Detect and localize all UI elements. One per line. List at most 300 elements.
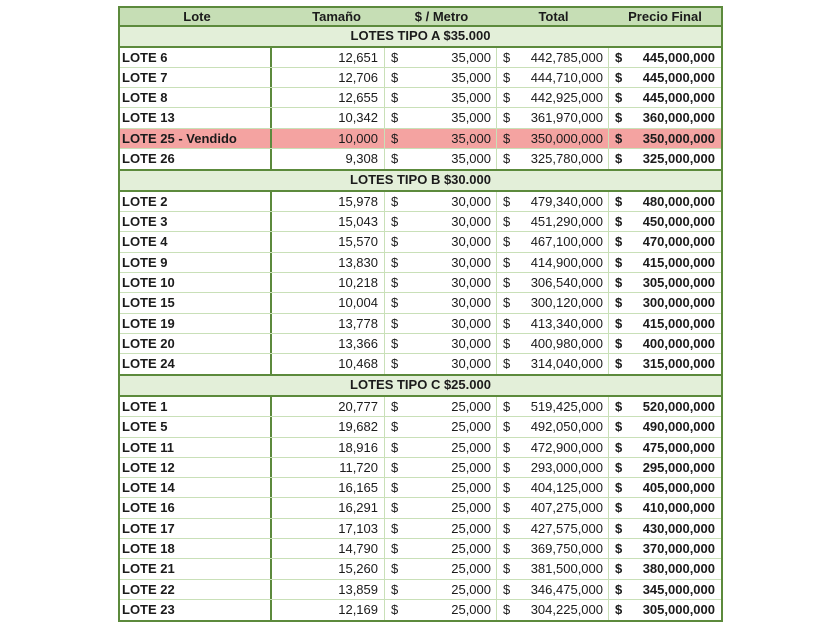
cell-metro bbox=[385, 253, 497, 272]
cell-tamano: 13,366 bbox=[272, 334, 385, 353]
table-row bbox=[120, 397, 721, 417]
cell-lote: LOTE 4 bbox=[120, 232, 272, 251]
cell-metro bbox=[385, 108, 497, 127]
cell-metro-value: 30,000 bbox=[451, 254, 491, 270]
currency-symbol: $ bbox=[615, 130, 623, 146]
table-row bbox=[120, 314, 721, 334]
cell-total-value: 467,100,000 bbox=[530, 234, 603, 250]
header-lote: Lote bbox=[183, 9, 211, 24]
currency-symbol: $ bbox=[615, 254, 623, 270]
cell-total bbox=[497, 314, 609, 333]
cell-metro bbox=[385, 273, 497, 292]
cell-precio-final-value: 415,000,000 bbox=[642, 315, 715, 331]
cell-metro-value: 25,000 bbox=[451, 561, 491, 577]
table-row bbox=[120, 519, 721, 539]
cell-total bbox=[497, 478, 609, 497]
cell-total-value: 492,050,000 bbox=[530, 419, 603, 435]
currency-symbol: $ bbox=[615, 459, 623, 475]
cell-metro bbox=[385, 48, 497, 67]
cell-total bbox=[497, 88, 609, 107]
currency-symbol: $ bbox=[615, 419, 623, 435]
cell-total bbox=[497, 273, 609, 292]
currency-symbol: $ bbox=[503, 601, 511, 617]
cell-total bbox=[497, 417, 609, 436]
currency-symbol: $ bbox=[503, 69, 511, 85]
currency-symbol: $ bbox=[503, 459, 511, 475]
cell-precio-final bbox=[609, 478, 721, 497]
cell-precio-final bbox=[609, 88, 721, 107]
cell-metro-value: 25,000 bbox=[451, 500, 491, 516]
cell-total bbox=[497, 232, 609, 251]
currency-symbol: $ bbox=[503, 561, 511, 577]
cell-metro-value: 25,000 bbox=[451, 520, 491, 536]
cell-metro bbox=[385, 519, 497, 538]
cell-metro bbox=[385, 212, 497, 231]
cell-tamano: 16,291 bbox=[272, 498, 385, 517]
cell-total bbox=[497, 498, 609, 517]
cell-lote: LOTE 23 bbox=[120, 600, 272, 620]
currency-symbol: $ bbox=[503, 193, 511, 209]
cell-total-value: 451,290,000 bbox=[530, 214, 603, 230]
cell-tamano: 10,004 bbox=[272, 293, 385, 312]
cell-precio-final bbox=[609, 253, 721, 272]
table-header-row bbox=[118, 6, 723, 27]
cell-tamano: 10,342 bbox=[272, 108, 385, 127]
currency-symbol: $ bbox=[391, 480, 399, 496]
currency-symbol: $ bbox=[503, 439, 511, 455]
cell-metro-value: 25,000 bbox=[451, 601, 491, 617]
cell-lote: LOTE 17 bbox=[120, 519, 272, 538]
currency-symbol: $ bbox=[615, 214, 623, 230]
cell-tamano: 15,978 bbox=[272, 192, 385, 211]
cell-total-value: 293,000,000 bbox=[530, 459, 603, 475]
cell-precio-final-value: 345,000,000 bbox=[642, 581, 715, 597]
cell-total-value: 472,900,000 bbox=[530, 439, 603, 455]
currency-symbol: $ bbox=[391, 581, 399, 597]
currency-symbol: $ bbox=[615, 561, 623, 577]
cell-metro-value: 25,000 bbox=[451, 439, 491, 455]
cell-precio-final bbox=[609, 48, 721, 67]
cell-lote: LOTE 24 bbox=[120, 354, 272, 374]
cell-total-value: 350,000,000 bbox=[530, 130, 603, 146]
header-total: Total bbox=[538, 9, 569, 24]
cell-precio-final bbox=[609, 559, 721, 578]
cell-total-value: 369,750,000 bbox=[530, 541, 603, 557]
currency-symbol: $ bbox=[503, 214, 511, 230]
cell-precio-final-value: 380,000,000 bbox=[642, 561, 715, 577]
cell-lote: LOTE 16 bbox=[120, 498, 272, 517]
currency-symbol: $ bbox=[503, 274, 511, 290]
cell-lote: LOTE 11 bbox=[120, 438, 272, 457]
currency-symbol: $ bbox=[615, 315, 623, 331]
cell-precio-final-value: 450,000,000 bbox=[642, 214, 715, 230]
cell-lote: LOTE 25 - Vendido bbox=[120, 129, 272, 148]
cell-precio-final bbox=[609, 293, 721, 312]
cell-precio-final bbox=[609, 192, 721, 211]
cell-precio-final-value: 445,000,000 bbox=[642, 49, 715, 65]
cell-metro bbox=[385, 580, 497, 599]
cell-lote: LOTE 3 bbox=[120, 212, 272, 231]
cell-tamano: 12,169 bbox=[272, 600, 385, 620]
table-row bbox=[120, 232, 721, 252]
cell-lote: LOTE 19 bbox=[120, 314, 272, 333]
cell-metro-value: 30,000 bbox=[451, 214, 491, 230]
cell-precio-final bbox=[609, 68, 721, 87]
header-tamano: Tamaño bbox=[312, 9, 361, 24]
cell-metro-value: 30,000 bbox=[451, 274, 491, 290]
cell-precio-final-value: 315,000,000 bbox=[642, 356, 715, 372]
cell-tamano: 20,777 bbox=[272, 397, 385, 416]
table-row bbox=[120, 438, 721, 458]
cell-metro bbox=[385, 397, 497, 416]
cell-metro-value: 25,000 bbox=[451, 459, 491, 475]
cell-precio-final-value: 400,000,000 bbox=[642, 335, 715, 351]
cell-total-value: 427,575,000 bbox=[530, 520, 603, 536]
currency-symbol: $ bbox=[503, 295, 511, 311]
cell-precio-final bbox=[609, 580, 721, 599]
cell-precio-final bbox=[609, 314, 721, 333]
currency-symbol: $ bbox=[615, 335, 623, 351]
cell-precio-final-value: 350,000,000 bbox=[642, 130, 715, 146]
currency-symbol: $ bbox=[391, 130, 399, 146]
cell-total bbox=[497, 519, 609, 538]
currency-symbol: $ bbox=[391, 335, 399, 351]
currency-symbol: $ bbox=[615, 274, 623, 290]
table-row bbox=[120, 559, 721, 579]
currency-symbol: $ bbox=[615, 150, 623, 166]
currency-symbol: $ bbox=[391, 356, 399, 372]
cell-tamano: 13,778 bbox=[272, 314, 385, 333]
table-row bbox=[120, 212, 721, 232]
currency-symbol: $ bbox=[615, 234, 623, 250]
table-row bbox=[120, 539, 721, 559]
currency-symbol: $ bbox=[615, 500, 623, 516]
cell-tamano: 10,468 bbox=[272, 354, 385, 374]
cell-total-value: 304,225,000 bbox=[530, 601, 603, 617]
table-row-sold bbox=[120, 129, 721, 149]
cell-precio-final-value: 370,000,000 bbox=[642, 541, 715, 557]
cell-lote: LOTE 18 bbox=[120, 539, 272, 558]
cell-precio-final bbox=[609, 438, 721, 457]
cell-metro-value: 25,000 bbox=[451, 581, 491, 597]
currency-symbol: $ bbox=[391, 193, 399, 209]
currency-symbol: $ bbox=[615, 581, 623, 597]
cell-total-value: 519,425,000 bbox=[530, 398, 603, 414]
cell-precio-final bbox=[609, 600, 721, 620]
currency-symbol: $ bbox=[391, 601, 399, 617]
currency-symbol: $ bbox=[503, 541, 511, 557]
cell-metro-value: 35,000 bbox=[451, 49, 491, 65]
cell-tamano: 15,043 bbox=[272, 212, 385, 231]
cell-total bbox=[497, 108, 609, 127]
cell-tamano: 15,570 bbox=[272, 232, 385, 251]
cell-lote: LOTE 22 bbox=[120, 580, 272, 599]
currency-symbol: $ bbox=[615, 90, 623, 106]
currency-symbol: $ bbox=[503, 419, 511, 435]
cell-total bbox=[497, 539, 609, 558]
currency-symbol: $ bbox=[391, 274, 399, 290]
cell-total-value: 361,970,000 bbox=[530, 110, 603, 126]
cell-metro bbox=[385, 314, 497, 333]
cell-lote: LOTE 26 bbox=[120, 149, 272, 169]
currency-symbol: $ bbox=[615, 295, 623, 311]
cell-tamano: 19,682 bbox=[272, 417, 385, 436]
table-row bbox=[120, 600, 721, 620]
cell-tamano: 17,103 bbox=[272, 519, 385, 538]
cell-metro-value: 35,000 bbox=[451, 130, 491, 146]
cell-total-value: 414,900,000 bbox=[530, 254, 603, 270]
currency-symbol: $ bbox=[615, 356, 623, 372]
cell-metro bbox=[385, 559, 497, 578]
cell-metro bbox=[385, 88, 497, 107]
currency-symbol: $ bbox=[391, 254, 399, 270]
currency-symbol: $ bbox=[615, 110, 623, 126]
table-row bbox=[120, 108, 721, 128]
cell-metro bbox=[385, 293, 497, 312]
currency-symbol: $ bbox=[391, 315, 399, 331]
cell-precio-final-value: 470,000,000 bbox=[642, 234, 715, 250]
cell-tamano: 16,165 bbox=[272, 478, 385, 497]
currency-symbol: $ bbox=[391, 214, 399, 230]
cell-precio-final bbox=[609, 108, 721, 127]
currency-symbol: $ bbox=[503, 480, 511, 496]
cell-total bbox=[497, 253, 609, 272]
cell-tamano: 15,260 bbox=[272, 559, 385, 578]
cell-tamano: 10,218 bbox=[272, 273, 385, 292]
section-title: LOTES TIPO A $35.000 bbox=[350, 28, 491, 43]
cell-metro bbox=[385, 417, 497, 436]
section-group bbox=[118, 192, 723, 377]
cell-tamano: 13,830 bbox=[272, 253, 385, 272]
cell-lote: LOTE 14 bbox=[120, 478, 272, 497]
cell-precio-final bbox=[609, 232, 721, 251]
section-header bbox=[118, 27, 723, 48]
cell-total bbox=[497, 293, 609, 312]
currency-symbol: $ bbox=[391, 541, 399, 557]
currency-symbol: $ bbox=[503, 356, 511, 372]
cell-precio-final-value: 410,000,000 bbox=[642, 500, 715, 516]
cell-precio-final bbox=[609, 334, 721, 353]
cell-precio-final-value: 480,000,000 bbox=[642, 193, 715, 209]
cell-metro-value: 30,000 bbox=[451, 315, 491, 331]
cell-total-value: 325,780,000 bbox=[530, 150, 603, 166]
table-row bbox=[120, 88, 721, 108]
cell-lote: LOTE 1 bbox=[120, 397, 272, 416]
currency-symbol: $ bbox=[615, 541, 623, 557]
cell-precio-final-value: 360,000,000 bbox=[642, 110, 715, 126]
cell-total-value: 444,710,000 bbox=[530, 69, 603, 85]
header-precio-final: Precio Final bbox=[628, 9, 702, 24]
cell-lote: LOTE 2 bbox=[120, 192, 272, 211]
cell-tamano: 11,720 bbox=[272, 458, 385, 477]
cell-precio-final-value: 490,000,000 bbox=[642, 419, 715, 435]
currency-symbol: $ bbox=[391, 49, 399, 65]
cell-precio-final-value: 445,000,000 bbox=[642, 90, 715, 106]
currency-symbol: $ bbox=[503, 335, 511, 351]
cell-lote: LOTE 5 bbox=[120, 417, 272, 436]
currency-symbol: $ bbox=[503, 130, 511, 146]
cell-precio-final-value: 325,000,000 bbox=[642, 150, 715, 166]
table-row bbox=[120, 293, 721, 313]
currency-symbol: $ bbox=[503, 398, 511, 414]
cell-lote: LOTE 12 bbox=[120, 458, 272, 477]
section-title: LOTES TIPO C $25.000 bbox=[350, 377, 491, 393]
currency-symbol: $ bbox=[503, 500, 511, 516]
cell-precio-final-value: 430,000,000 bbox=[642, 520, 715, 536]
cell-tamano: 18,916 bbox=[272, 438, 385, 457]
currency-symbol: $ bbox=[391, 110, 399, 126]
section-header bbox=[118, 376, 723, 397]
table-row bbox=[120, 273, 721, 293]
cell-precio-final-value: 295,000,000 bbox=[642, 459, 715, 475]
currency-symbol: $ bbox=[503, 581, 511, 597]
cell-lote: LOTE 6 bbox=[120, 48, 272, 67]
currency-symbol: $ bbox=[503, 520, 511, 536]
cell-lote: LOTE 9 bbox=[120, 253, 272, 272]
cell-metro-value: 25,000 bbox=[451, 398, 491, 414]
cell-metro bbox=[385, 458, 497, 477]
cell-total bbox=[497, 559, 609, 578]
cell-tamano: 12,651 bbox=[272, 48, 385, 67]
cell-metro bbox=[385, 129, 497, 148]
currency-symbol: $ bbox=[615, 520, 623, 536]
table-row bbox=[120, 580, 721, 600]
cell-total-value: 479,340,000 bbox=[530, 193, 603, 209]
cell-total-value: 306,540,000 bbox=[530, 274, 603, 290]
cell-precio-final bbox=[609, 519, 721, 538]
table-body bbox=[118, 27, 723, 622]
currency-symbol: $ bbox=[503, 110, 511, 126]
cell-metro-value: 30,000 bbox=[451, 234, 491, 250]
cell-precio-final-value: 305,000,000 bbox=[642, 274, 715, 290]
cell-total bbox=[497, 397, 609, 416]
currency-symbol: $ bbox=[391, 520, 399, 536]
cell-total bbox=[497, 458, 609, 477]
cell-metro-value: 30,000 bbox=[451, 335, 491, 351]
cell-total bbox=[497, 354, 609, 374]
currency-symbol: $ bbox=[615, 480, 623, 496]
table-row bbox=[120, 149, 721, 169]
cell-precio-final bbox=[609, 458, 721, 477]
currency-symbol: $ bbox=[615, 193, 623, 209]
cell-precio-final-value: 520,000,000 bbox=[642, 398, 715, 414]
table-row bbox=[120, 417, 721, 437]
cell-precio-final bbox=[609, 539, 721, 558]
currency-symbol: $ bbox=[391, 90, 399, 106]
cell-total-value: 442,785,000 bbox=[530, 49, 603, 65]
cell-metro-value: 25,000 bbox=[451, 541, 491, 557]
table-row bbox=[120, 478, 721, 498]
table-row bbox=[120, 334, 721, 354]
header-metro: $ / Metro bbox=[414, 9, 469, 24]
cell-total bbox=[497, 192, 609, 211]
table-row bbox=[120, 354, 721, 374]
cell-precio-final-value: 305,000,000 bbox=[642, 601, 715, 617]
cell-metro-value: 30,000 bbox=[451, 295, 491, 311]
cell-lote: LOTE 10 bbox=[120, 273, 272, 292]
cell-tamano: 12,655 bbox=[272, 88, 385, 107]
cell-precio-final-value: 445,000,000 bbox=[642, 69, 715, 85]
cell-metro bbox=[385, 334, 497, 353]
cell-metro bbox=[385, 192, 497, 211]
cell-lote: LOTE 21 bbox=[120, 559, 272, 578]
cell-lote: LOTE 13 bbox=[120, 108, 272, 127]
currency-symbol: $ bbox=[391, 150, 399, 166]
currency-symbol: $ bbox=[391, 69, 399, 85]
currency-symbol: $ bbox=[391, 419, 399, 435]
cell-total bbox=[497, 580, 609, 599]
cell-metro bbox=[385, 539, 497, 558]
currency-symbol: $ bbox=[391, 295, 399, 311]
table-row bbox=[120, 192, 721, 212]
cell-metro-value: 35,000 bbox=[451, 150, 491, 166]
currency-symbol: $ bbox=[391, 234, 399, 250]
currency-symbol: $ bbox=[615, 49, 623, 65]
currency-symbol: $ bbox=[615, 69, 623, 85]
cell-metro-value: 30,000 bbox=[451, 193, 491, 209]
cell-metro-value: 30,000 bbox=[451, 356, 491, 372]
cell-total bbox=[497, 212, 609, 231]
cell-precio-final-value: 475,000,000 bbox=[642, 439, 715, 455]
currency-symbol: $ bbox=[503, 254, 511, 270]
cell-total-value: 442,925,000 bbox=[530, 90, 603, 106]
cell-total-value: 413,340,000 bbox=[530, 315, 603, 331]
currency-symbol: $ bbox=[391, 561, 399, 577]
cell-metro bbox=[385, 68, 497, 87]
currency-symbol: $ bbox=[503, 90, 511, 106]
section-title: LOTES TIPO B $30.000 bbox=[350, 172, 491, 188]
currency-symbol: $ bbox=[391, 459, 399, 475]
cell-metro-value: 35,000 bbox=[451, 69, 491, 85]
cell-tamano: 13,859 bbox=[272, 580, 385, 599]
cell-total-value: 400,980,000 bbox=[530, 335, 603, 351]
currency-symbol: $ bbox=[615, 601, 623, 617]
cell-lote: LOTE 15 bbox=[120, 293, 272, 312]
cell-metro bbox=[385, 600, 497, 620]
cell-total bbox=[497, 68, 609, 87]
table-row bbox=[120, 458, 721, 478]
cell-precio-final-value: 415,000,000 bbox=[642, 254, 715, 270]
cell-precio-final bbox=[609, 417, 721, 436]
table-row bbox=[120, 498, 721, 518]
cell-precio-final-value: 405,000,000 bbox=[642, 480, 715, 496]
cell-precio-final bbox=[609, 397, 721, 416]
cell-tamano: 9,308 bbox=[272, 149, 385, 169]
currency-symbol: $ bbox=[503, 150, 511, 166]
cell-metro bbox=[385, 232, 497, 251]
cell-lote: LOTE 8 bbox=[120, 88, 272, 107]
cell-total-value: 300,120,000 bbox=[530, 295, 603, 311]
cell-total-value: 314,040,000 bbox=[530, 356, 603, 372]
cell-metro-value: 25,000 bbox=[451, 419, 491, 435]
cell-metro-value: 35,000 bbox=[451, 110, 491, 126]
cell-total bbox=[497, 149, 609, 169]
cell-total bbox=[497, 48, 609, 67]
cell-precio-final bbox=[609, 149, 721, 169]
cell-metro-value: 35,000 bbox=[451, 90, 491, 106]
cell-total-value: 346,475,000 bbox=[530, 581, 603, 597]
cell-metro bbox=[385, 149, 497, 169]
cell-precio-final bbox=[609, 129, 721, 148]
section-header bbox=[118, 171, 723, 192]
cell-lote: LOTE 7 bbox=[120, 68, 272, 87]
cell-precio-final bbox=[609, 354, 721, 374]
section-group bbox=[118, 397, 723, 622]
table-row bbox=[120, 68, 721, 88]
cell-total-value: 381,500,000 bbox=[530, 561, 603, 577]
cell-precio-final bbox=[609, 212, 721, 231]
cell-total bbox=[497, 600, 609, 620]
